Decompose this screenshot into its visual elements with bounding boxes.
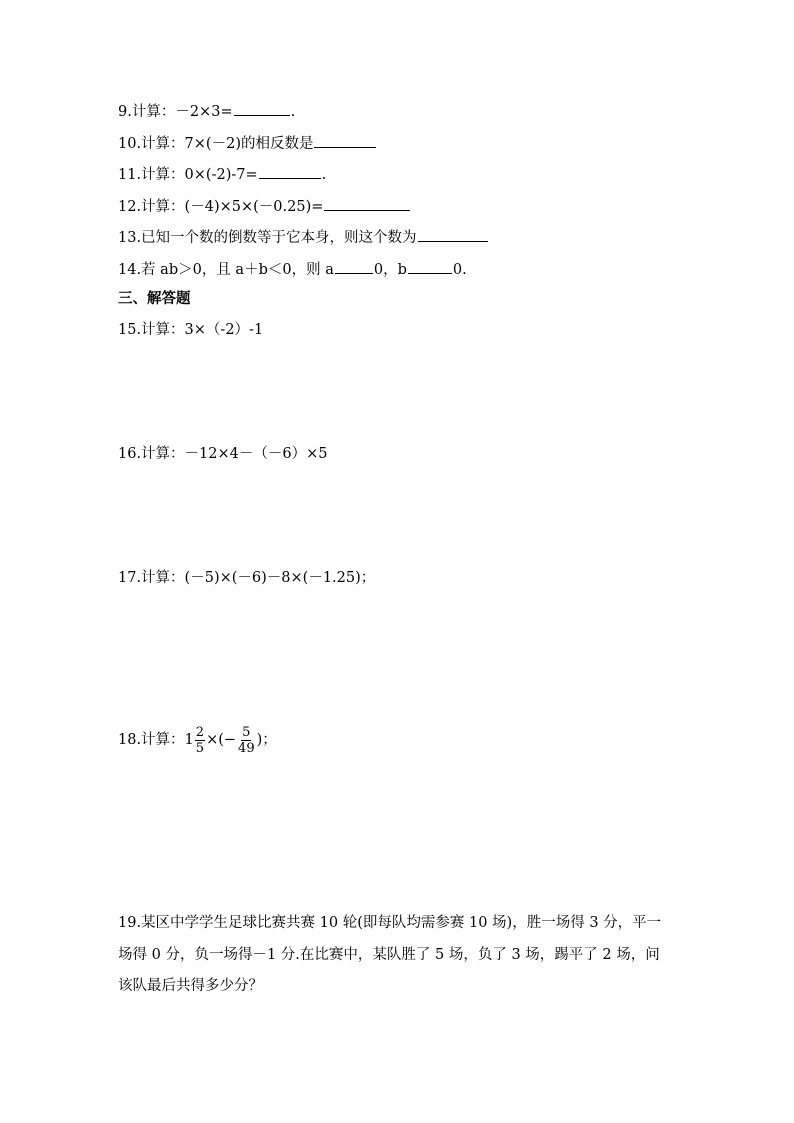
question-18-prefix: 18.计算：1: [118, 732, 194, 748]
question-9-text: 9.计算：－2×3=: [118, 104, 233, 120]
question-12-text: 12.计算：(－4)×5×(－0.25)=: [118, 199, 324, 215]
question-9-tail: .: [290, 104, 296, 120]
fraction-numerator: 5: [242, 724, 251, 740]
question-9: [118, 100, 295, 122]
question-14: [118, 258, 467, 280]
section-heading: [118, 289, 191, 309]
answer-blank[interactable]: [314, 132, 376, 148]
question-13-text: 13.已知一个数的倒数等于它本身，则这个数为: [118, 230, 417, 246]
question-17-text: 17.计算：(－5)×(－6)－8×(－1.25)；: [118, 570, 376, 586]
answer-blank[interactable]: [259, 163, 321, 179]
answer-blank[interactable]: [324, 195, 410, 211]
question-19-line-1: 19.某区中学学生足球比赛共赛 10 轮(即每队均需参赛 10 场)，胜一场得 3 分，平一: [118, 915, 662, 931]
question-14-tail: 0.: [452, 262, 467, 278]
question-19: [118, 908, 708, 1003]
question-14-mid: 0，b: [373, 262, 407, 278]
question-15: [118, 320, 263, 340]
fraction-two-fifths: [195, 725, 205, 756]
question-10: [118, 132, 377, 154]
fraction-five-forty-ninths: [237, 725, 256, 756]
answer-blank[interactable]: [418, 226, 488, 242]
question-15-text: 15.计算：3×（-2）-1: [118, 322, 264, 338]
answer-blank[interactable]: [234, 100, 290, 116]
question-17: [118, 568, 375, 588]
fraction-numerator: 2: [195, 724, 205, 740]
question-19-line-3: 该队最后共得多少分？: [118, 978, 263, 994]
question-11: [118, 163, 326, 185]
question-18-mid: ×(−: [206, 732, 237, 748]
fraction-denominator: 5: [195, 740, 205, 756]
question-13: [118, 226, 489, 248]
question-19-line-2: 场得 0 分，负一场得－1 分.在比赛中，某队胜了 5 场，负了 3 场，踢平了 2 场，问: [118, 946, 660, 963]
question-16: [118, 444, 328, 464]
answer-blank-b[interactable]: [408, 258, 452, 274]
question-18-tail: )；: [256, 732, 277, 748]
fraction-denominator: 49: [238, 740, 255, 756]
question-12: [118, 195, 411, 217]
question-11-text: 11.计算：0×(-2)-7=: [118, 167, 258, 183]
question-16-text: 16.计算：－12×4－（－6）×5: [118, 446, 328, 462]
section-title: 三、解答题: [118, 290, 191, 307]
question-18: [118, 722, 277, 758]
question-10-text: 10.计算：7×(－2)的相反数是: [118, 136, 314, 152]
answer-blank-a[interactable]: [335, 258, 373, 274]
question-11-tail: .: [321, 167, 327, 183]
question-14-text: 14.若 ab＞0，且 a＋b＜0，则 a: [118, 262, 334, 278]
